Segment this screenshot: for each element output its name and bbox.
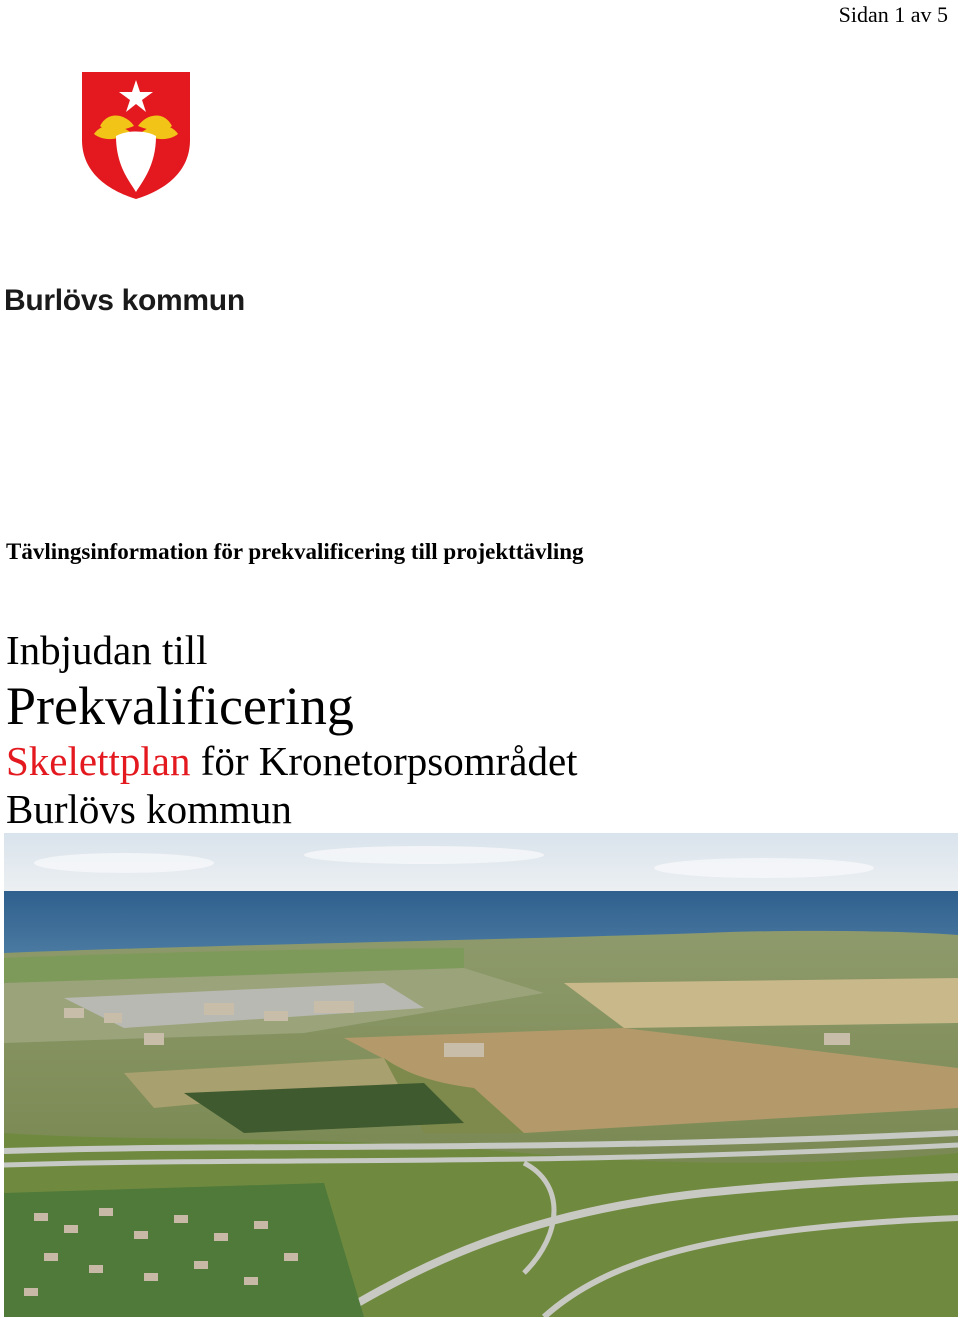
title-line-4: Burlövs kommun xyxy=(6,786,292,832)
title-line-3 xyxy=(6,737,578,785)
aerial-photo xyxy=(4,833,958,1317)
title-line-1: Inbjudan till xyxy=(6,627,208,673)
title-highlight: Skelettplan xyxy=(6,738,191,784)
document-subtitle: Tävlingsinformation för prekvalificering till projekttävling xyxy=(6,539,584,564)
coat-of-arms-icon xyxy=(80,70,192,200)
title-line-3-rest: för Kronetorpsområdet xyxy=(190,738,578,784)
municipality-logo xyxy=(0,70,275,317)
page-number: Sidan 1 av 5 xyxy=(838,2,948,27)
title-line-2: Prekvalificering xyxy=(6,676,354,736)
aerial-landscape-illustration xyxy=(4,833,958,1317)
logo-wordmark: Burlövs kommun xyxy=(4,284,245,317)
